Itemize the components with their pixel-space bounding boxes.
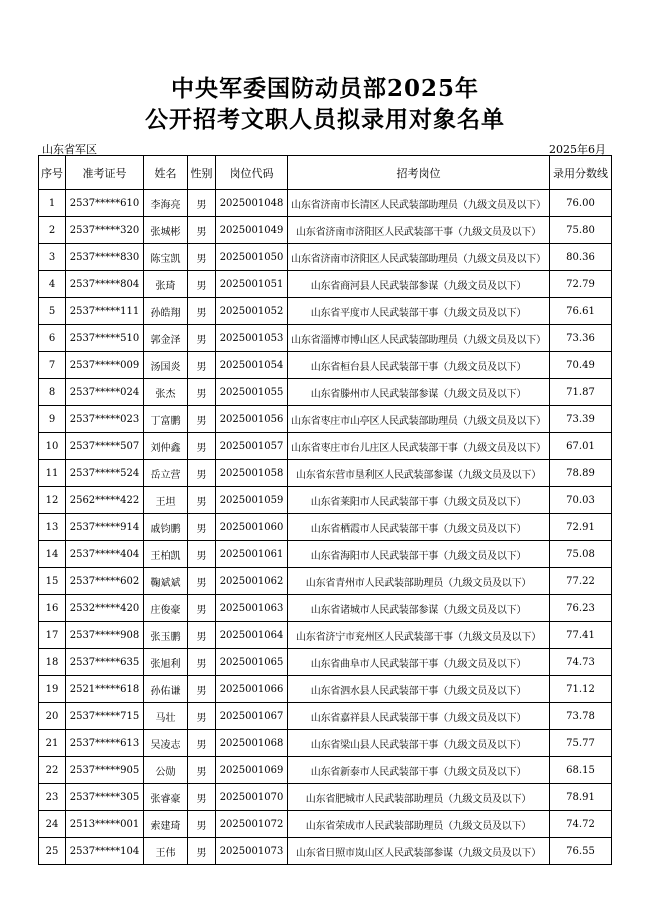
cell-post-code: 2025001056	[216, 406, 288, 433]
cell-score: 72.79	[550, 271, 612, 298]
cell-index: 19	[39, 676, 66, 703]
cell-name: 王坦	[144, 487, 188, 514]
cell-exam-number: 2537*****804	[66, 271, 144, 298]
cell-post-code: 2025001064	[216, 622, 288, 649]
cell-post-code: 2025001050	[216, 244, 288, 271]
table-header-row	[39, 156, 612, 190]
cell-score: 72.91	[550, 514, 612, 541]
cell-name: 庄俊豪	[144, 595, 188, 622]
cell-gender: 男	[188, 703, 216, 730]
cell-name: 孙佑谦	[144, 676, 188, 703]
cell-index: 3	[39, 244, 66, 271]
cell-score: 70.03	[550, 487, 612, 514]
cell-gender: 男	[188, 811, 216, 838]
cell-score: 76.55	[550, 838, 612, 865]
cell-name: 索建琦	[144, 811, 188, 838]
cell-score: 78.91	[550, 784, 612, 811]
cell-exam-number: 2537*****908	[66, 622, 144, 649]
cell-gender: 男	[188, 622, 216, 649]
cell-post-code: 2025001072	[216, 811, 288, 838]
cell-post-code: 2025001052	[216, 298, 288, 325]
cell-score: 75.77	[550, 730, 612, 757]
cell-post: 山东省泗水县人民武装部干事（九级文员及以下）	[288, 676, 550, 703]
cell-exam-number: 2537*****830	[66, 244, 144, 271]
cell-post: 山东省梁山县人民武装部干事（九级文员及以下）	[288, 730, 550, 757]
cell-post: 山东省栖霞市人民武装部干事（九级文员及以下）	[288, 514, 550, 541]
table-row	[39, 433, 612, 460]
cell-gender: 男	[188, 298, 216, 325]
table-row	[39, 568, 612, 595]
cell-index: 22	[39, 757, 66, 784]
cell-gender: 男	[188, 325, 216, 352]
cell-post-code: 2025001063	[216, 595, 288, 622]
cell-index: 6	[39, 325, 66, 352]
cell-gender: 男	[188, 271, 216, 298]
cell-gender: 男	[188, 190, 216, 217]
cell-name: 王柏凯	[144, 541, 188, 568]
header-index: 序号	[39, 156, 66, 190]
cell-exam-number: 2537*****715	[66, 703, 144, 730]
table-row	[39, 595, 612, 622]
cell-exam-number: 2537*****320	[66, 217, 144, 244]
cell-gender: 男	[188, 568, 216, 595]
table-row	[39, 811, 612, 838]
header-post: 招考岗位	[288, 156, 550, 190]
cell-name: 张玉鹏	[144, 622, 188, 649]
header-post-code: 岗位代码	[216, 156, 288, 190]
cell-post: 山东省海阳市人民武装部干事（九级文员及以下）	[288, 541, 550, 568]
cell-name: 岳立营	[144, 460, 188, 487]
cell-gender: 男	[188, 460, 216, 487]
cell-gender: 男	[188, 595, 216, 622]
cell-post-code: 2025001061	[216, 541, 288, 568]
cell-post-code: 2025001048	[216, 190, 288, 217]
cell-name: 刘仲鑫	[144, 433, 188, 460]
cell-exam-number: 2537*****404	[66, 541, 144, 568]
cell-index: 24	[39, 811, 66, 838]
cell-post: 山东省淄博市博山区人民武装部助理员（九级文员及以下）	[288, 325, 550, 352]
cell-index: 15	[39, 568, 66, 595]
cell-post-code: 2025001073	[216, 838, 288, 865]
header-score: 录用分数线	[550, 156, 612, 190]
candidate-table	[38, 155, 612, 865]
cell-exam-number: 2537*****914	[66, 514, 144, 541]
cell-name: 孙皓翔	[144, 298, 188, 325]
cell-post-code: 2025001049	[216, 217, 288, 244]
cell-exam-number: 2537*****111	[66, 298, 144, 325]
cell-score: 74.72	[550, 811, 612, 838]
cell-post: 山东省嘉祥县人民武装部干事（九级文员及以下）	[288, 703, 550, 730]
table-row	[39, 190, 612, 217]
cell-score: 73.78	[550, 703, 612, 730]
cell-exam-number: 2537*****510	[66, 325, 144, 352]
cell-score: 71.87	[550, 379, 612, 406]
cell-gender: 男	[188, 514, 216, 541]
cell-post: 山东省滕州市人民武装部参谋（九级文员及以下）	[288, 379, 550, 406]
cell-post-code: 2025001058	[216, 460, 288, 487]
cell-gender: 男	[188, 676, 216, 703]
cell-exam-number: 2537*****507	[66, 433, 144, 460]
cell-index: 16	[39, 595, 66, 622]
cell-name: 丁富鹏	[144, 406, 188, 433]
cell-post: 山东省商河县人民武装部参谋（九级文员及以下）	[288, 271, 550, 298]
cell-gender: 男	[188, 244, 216, 271]
cell-post: 山东省莱阳市人民武装部干事（九级文员及以下）	[288, 487, 550, 514]
cell-score: 78.89	[550, 460, 612, 487]
table-row	[39, 271, 612, 298]
cell-name: 张城彬	[144, 217, 188, 244]
table-row	[39, 649, 612, 676]
cell-post-code: 2025001062	[216, 568, 288, 595]
table-row	[39, 541, 612, 568]
cell-exam-number: 2537*****905	[66, 757, 144, 784]
cell-index: 17	[39, 622, 66, 649]
table-row	[39, 217, 612, 244]
table-row	[39, 325, 612, 352]
cell-name: 汤国炎	[144, 352, 188, 379]
table-row	[39, 298, 612, 325]
page-title: 中央军委国防动员部2025年	[170, 75, 479, 102]
cell-name: 鞠斌斌	[144, 568, 188, 595]
cell-post: 山东省枣庄市台儿庄区人民武装部干事（九级文员及以下）	[288, 433, 550, 460]
cell-gender: 男	[188, 487, 216, 514]
cell-index: 1	[39, 190, 66, 217]
cell-score: 73.39	[550, 406, 612, 433]
cell-post: 山东省济南市济阳区人民武装部干事（九级文员及以下）	[288, 217, 550, 244]
table-row	[39, 460, 612, 487]
cell-post: 山东省曲阜市人民武装部干事（九级文员及以下）	[288, 649, 550, 676]
cell-name: 张杰	[144, 379, 188, 406]
cell-score: 76.00	[550, 190, 612, 217]
cell-post-code: 2025001067	[216, 703, 288, 730]
cell-exam-number: 2537*****602	[66, 568, 144, 595]
cell-gender: 男	[188, 406, 216, 433]
cell-post-code: 2025001054	[216, 352, 288, 379]
cell-gender: 男	[188, 217, 216, 244]
cell-post: 山东省荣成市人民武装部助理员（九级文员及以下）	[288, 811, 550, 838]
cell-index: 18	[39, 649, 66, 676]
table-row	[39, 244, 612, 271]
cell-name: 吴凌志	[144, 730, 188, 757]
cell-gender: 男	[188, 352, 216, 379]
cell-index: 14	[39, 541, 66, 568]
cell-post-code: 2025001060	[216, 514, 288, 541]
cell-score: 71.12	[550, 676, 612, 703]
cell-post: 山东省青州市人民武装部助理员（九级文员及以下）	[288, 568, 550, 595]
cell-post-code: 2025001053	[216, 325, 288, 352]
cell-exam-number: 2537*****009	[66, 352, 144, 379]
cell-score: 76.61	[550, 298, 612, 325]
table-row	[39, 703, 612, 730]
unit-label: 山东省军区	[42, 143, 97, 156]
cell-name: 李海亮	[144, 190, 188, 217]
cell-score: 77.41	[550, 622, 612, 649]
cell-post-code: 2025001069	[216, 757, 288, 784]
cell-post: 山东省日照市岚山区人民武装部参谋（九级文员及以下）	[288, 838, 550, 865]
cell-exam-number: 2562*****422	[66, 487, 144, 514]
header-gender: 性别	[188, 156, 216, 190]
cell-gender: 男	[188, 784, 216, 811]
cell-post-code: 2025001059	[216, 487, 288, 514]
cell-gender: 男	[188, 433, 216, 460]
cell-exam-number: 2537*****635	[66, 649, 144, 676]
cell-name: 戚钧鹏	[144, 514, 188, 541]
cell-post: 山东省枣庄市山亭区人民武装部助理员（九级文员及以下）	[288, 406, 550, 433]
cell-score: 67.01	[550, 433, 612, 460]
cell-gender: 男	[188, 541, 216, 568]
table-row	[39, 622, 612, 649]
cell-index: 2	[39, 217, 66, 244]
cell-name: 公勋	[144, 757, 188, 784]
cell-exam-number: 2537*****305	[66, 784, 144, 811]
cell-score: 68.15	[550, 757, 612, 784]
cell-gender: 男	[188, 379, 216, 406]
cell-name: 王伟	[144, 838, 188, 865]
cell-index: 25	[39, 838, 66, 865]
cell-score: 70.49	[550, 352, 612, 379]
table-body	[39, 190, 612, 865]
cell-post: 山东省济南市长清区人民武装部助理员（九级文员及以下）	[288, 190, 550, 217]
table-row	[39, 757, 612, 784]
table-row	[39, 784, 612, 811]
cell-exam-number: 2537*****023	[66, 406, 144, 433]
page-subtitle: 公开招考文职人员拟录用对象名单	[145, 106, 505, 133]
table-row	[39, 730, 612, 757]
cell-exam-number: 2537*****104	[66, 838, 144, 865]
cell-post-code: 2025001051	[216, 271, 288, 298]
cell-index: 11	[39, 460, 66, 487]
cell-index: 20	[39, 703, 66, 730]
cell-exam-number: 2532*****420	[66, 595, 144, 622]
table-row	[39, 487, 612, 514]
cell-gender: 男	[188, 757, 216, 784]
cell-exam-number: 2521*****618	[66, 676, 144, 703]
cell-post: 山东省平度市人民武装部干事（九级文员及以下）	[288, 298, 550, 325]
cell-index: 10	[39, 433, 66, 460]
cell-post: 山东省肥城市人民武装部助理员（九级文员及以下）	[288, 784, 550, 811]
cell-gender: 男	[188, 730, 216, 757]
cell-score: 75.80	[550, 217, 612, 244]
header-exam-number: 准考证号	[66, 156, 144, 190]
cell-post-code: 2025001068	[216, 730, 288, 757]
cell-post: 山东省东营市垦利区人民武装部参谋（九级文员及以下）	[288, 460, 550, 487]
cell-post-code: 2025001070	[216, 784, 288, 811]
cell-post-code: 2025001055	[216, 379, 288, 406]
cell-name: 陈宝凯	[144, 244, 188, 271]
table-row	[39, 514, 612, 541]
cell-score: 74.73	[550, 649, 612, 676]
cell-post-code: 2025001065	[216, 649, 288, 676]
cell-post: 山东省桓台县人民武装部干事（九级文员及以下）	[288, 352, 550, 379]
cell-post: 山东省济宁市兖州区人民武装部干事（九级文员及以下）	[288, 622, 550, 649]
cell-index: 9	[39, 406, 66, 433]
cell-name: 张旭利	[144, 649, 188, 676]
cell-score: 76.23	[550, 595, 612, 622]
cell-post-code: 2025001057	[216, 433, 288, 460]
cell-name: 张睿豪	[144, 784, 188, 811]
cell-index: 12	[39, 487, 66, 514]
cell-post-code: 2025001066	[216, 676, 288, 703]
cell-name: 马壮	[144, 703, 188, 730]
cell-exam-number: 2537*****613	[66, 730, 144, 757]
cell-index: 23	[39, 784, 66, 811]
cell-post: 山东省新泰市人民武装部干事（九级文员及以下）	[288, 757, 550, 784]
cell-score: 77.22	[550, 568, 612, 595]
cell-score: 73.36	[550, 325, 612, 352]
cell-exam-number: 2513*****001	[66, 811, 144, 838]
cell-index: 5	[39, 298, 66, 325]
cell-index: 21	[39, 730, 66, 757]
cell-score: 80.36	[550, 244, 612, 271]
cell-index: 13	[39, 514, 66, 541]
cell-index: 7	[39, 352, 66, 379]
cell-gender: 男	[188, 649, 216, 676]
cell-gender: 男	[188, 838, 216, 865]
cell-exam-number: 2537*****024	[66, 379, 144, 406]
cell-post: 山东省济南市济阳区人民武装部助理员（九级文员及以下）	[288, 244, 550, 271]
date-label: 2025年6月	[549, 143, 606, 156]
table-row	[39, 379, 612, 406]
cell-name: 张琦	[144, 271, 188, 298]
header-name: 姓名	[144, 156, 188, 190]
table-row	[39, 676, 612, 703]
cell-index: 4	[39, 271, 66, 298]
cell-index: 8	[39, 379, 66, 406]
table-row	[39, 406, 612, 433]
table-row	[39, 352, 612, 379]
cell-exam-number: 2537*****610	[66, 190, 144, 217]
cell-exam-number: 2537*****524	[66, 460, 144, 487]
cell-score: 75.08	[550, 541, 612, 568]
cell-name: 郭金泽	[144, 325, 188, 352]
cell-post: 山东省诸城市人民武装部参谋（九级文员及以下）	[288, 595, 550, 622]
table-row	[39, 838, 612, 865]
